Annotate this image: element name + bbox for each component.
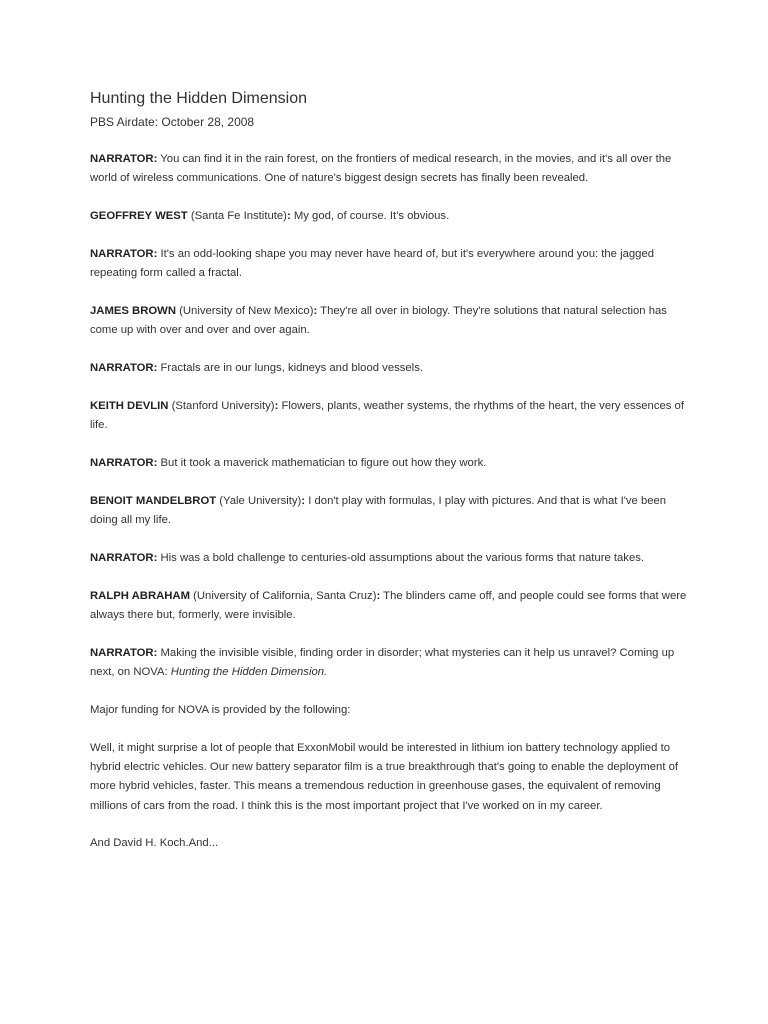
airdate: PBS Airdate: October 28, 2008 <box>90 115 255 129</box>
closing-line: And David H. Koch.And... <box>90 837 219 850</box>
speech-text: You can find it in the rain forest, on the frontiers of medical research, in the movies, and it's all over the world of wireless communications. One of nature's biggest design secrets has finally been revealed. <box>90 153 672 185</box>
transcript-paragraph <box>90 454 690 473</box>
transcript-paragraph <box>90 644 690 683</box>
page-title: Hunting the Hidden Dimension <box>90 90 308 107</box>
speech-text: They're all over in biology. They're solutions that natural selection has come up with over and over and over again. <box>90 304 667 337</box>
speech-text: My god, of course. It's obvious. <box>293 210 450 223</box>
transcript-body <box>90 88 690 872</box>
speech-text: But it took a maverick mathematician to figure out how they work. <box>160 456 487 469</box>
speaker-affiliation: (Yale University) <box>219 494 302 507</box>
speaker-name: JAMES BROWN <box>90 304 176 317</box>
speech-text: Fractals are in our lungs, kidneys and blood vessels. <box>160 362 423 375</box>
transcript-paragraph <box>90 549 690 568</box>
program-title: Hunting the Hidden Dimension. <box>170 666 328 679</box>
speaker-name: NARRATOR: <box>90 362 158 375</box>
speaker-affiliation: (University of California, Santa Cruz) <box>193 589 377 602</box>
transcript-paragraph: JAMES BROWN (University of New Mexico): They're all over in biology. They're solutions that natural selection has come up with over and over and over again. <box>90 304 667 337</box>
funding-line: Major funding for NOVA is provided by the following: <box>90 703 351 716</box>
speech-text: Making the invisible visible, finding order in disorder; what mysteries can it help us unravel? Coming up next, on NOVA: <box>90 646 675 679</box>
transcript-paragraph: GEOFFREY WEST (Santa Fe Institute): My god, of course. It's obvious. <box>90 210 450 223</box>
speaker-name: NARRATOR: <box>90 456 158 469</box>
speech-text: His was a bold challenge to centuries-old assumptions about the various forms that nature takes. <box>160 551 645 564</box>
speaker-name: BENOIT MANDELBROT <box>90 494 217 507</box>
transcript-paragraph: RALPH ABRAHAM (University of California, Santa Cruz): The blinders came off, and people could see forms that were always there but, formerly, were invisible. <box>90 589 687 621</box>
speaker-name: GEOFFREY WEST <box>90 210 188 223</box>
transcript-paragraph <box>90 245 690 284</box>
speaker-name: RALPH ABRAHAM <box>90 589 190 602</box>
speaker-name: NARRATOR: <box>90 646 158 659</box>
transcript-paragraph <box>90 359 690 378</box>
speaker-affiliation: (Stanford University) <box>171 399 275 412</box>
speaker-affiliation: (University of New Mexico) <box>179 304 314 317</box>
speech-text: It's an odd-looking shape you may never have heard of, but it's everywhere around you: the jagged repeating form called a fractal. <box>90 247 655 280</box>
speaker-name: NARRATOR: <box>90 247 158 260</box>
sponsor-message: Well, it might surprise a lot of people that ExxonMobil would be interested in lithium ion battery technology applied to hybrid electric vehicles. Our new battery separator film is a true breakthrough that's going to enable the deployment of more hybrid vehicles, faster. This means a tremendous reduction in greenhouse gases, the equivalent of removing millions of cars from the road. I think this is the most important project that I've worked on in my career. <box>90 741 679 812</box>
speaker-name: NARRATOR: <box>90 153 158 165</box>
speaker-name: KEITH DEVLIN <box>90 399 169 412</box>
speech-text: I don't play with formulas, I play with pictures. And that is what I've been doing all my life. <box>90 494 667 527</box>
transcript-paragraph: KEITH DEVLIN (Stanford University): Flowers, plants, weather systems, the rhythms of the heart, the very essences of life. <box>90 399 684 432</box>
speech-text: Flowers, plants, weather systems, the rhythms of the heart, the very essences of life. <box>90 399 684 432</box>
speech-text: The blinders came off, and people could see forms that were always there but, formerly, were invisible. <box>90 589 687 621</box>
speaker-affiliation: (Santa Fe Institute) <box>190 210 287 223</box>
transcript-paragraph <box>90 150 690 189</box>
speaker-name: NARRATOR: <box>90 551 158 564</box>
transcript-paragraph: BENOIT MANDELBROT (Yale University): I don't play with formulas, I play with pictures. And that is what I've been doing all my life. <box>90 494 667 527</box>
